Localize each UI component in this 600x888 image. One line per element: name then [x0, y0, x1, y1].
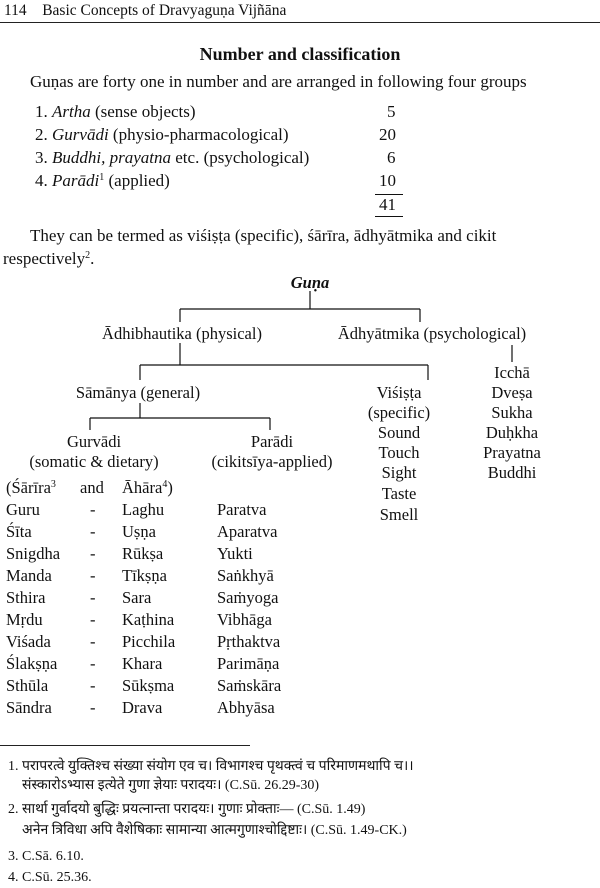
- footnote-2-cont: अनेन त्रिविधा अपि वैशेषिकाः सामान्या आत्मगुणाश्चोद्दिष्टाः। (C.Sū. 1.49-CK.): [22, 823, 407, 838]
- sense-item: Smell: [379, 505, 419, 524]
- section-title: Number and classification: [199, 44, 401, 64]
- footnote-2: 2. सार्था गुर्वादयो बुद्धिः प्रयत्नान्ता परादयः। गुणाः प्रोक्ताः— (C.Sū. 1.49): [8, 802, 366, 817]
- psych-item: Buddhi: [487, 463, 537, 482]
- node-gurvadi-sub: (somatic & dietary): [29, 452, 159, 471]
- psych-item: Sukha: [491, 403, 533, 422]
- paradi-item: Yukti: [217, 544, 253, 563]
- ahara-cell: Khara: [122, 654, 163, 673]
- paradi-item: Aparatva: [217, 522, 278, 541]
- group-count-1: 5: [387, 102, 396, 121]
- sarira-cell: Ślakṣṇa: [6, 654, 58, 673]
- paradi-item: Saṁskāra: [217, 676, 282, 695]
- sarira-cell: Sāndra: [6, 698, 52, 717]
- group-item-4: 4. Parādi$^1$ (applied): [35, 171, 170, 190]
- ahara-cell: Sūkṣma: [122, 676, 175, 695]
- dash-cell: -: [90, 522, 96, 541]
- sarira-cell: Śīta: [6, 522, 32, 541]
- sarira-cell: Snigdha: [6, 544, 61, 563]
- paragraph-line-1: They can be termed as viśiṣṭa (specific), śārīra, ādhyātmika and cikit: [30, 226, 497, 245]
- dash-cell: -: [90, 544, 96, 563]
- node-paradi-sub: (cikitsīya-applied): [211, 452, 333, 471]
- dash-cell: -: [90, 654, 96, 673]
- ahara-cell: Drava: [122, 698, 163, 717]
- group-count-3: 6: [387, 148, 396, 167]
- node-samanya: Sāmānya (general): [75, 383, 201, 402]
- paradi-item: Abhyāsa: [217, 698, 275, 717]
- col-header-ahara: Āhāra$^4$): [122, 478, 173, 497]
- node-paradi: Parādi: [250, 432, 294, 451]
- node-gurvadi: Gurvādi: [66, 432, 122, 451]
- sarira-cell: Sthira: [6, 588, 46, 607]
- node-adhyatmika: Ādhyātmika (psychological): [337, 324, 527, 343]
- paradi-item: Vibhāga: [217, 610, 272, 629]
- ahara-cell: Rūkṣa: [122, 544, 164, 563]
- group-item-1: 1. Artha (sense objects): [35, 102, 196, 121]
- sarira-cell: Viśada: [6, 632, 51, 651]
- footnote-4: 4. C.Sū. 25.36.: [8, 870, 92, 885]
- dash-cell: -: [90, 676, 96, 695]
- node-adhibhautika: Ādhibhautika (physical): [102, 324, 262, 343]
- running-title: Basic Concepts of Dravyaguṇa Vijñāna: [42, 2, 287, 19]
- ahara-cell: Tīkṣṇa: [122, 566, 167, 585]
- sarira-cell: Mṛdu: [6, 610, 43, 629]
- col-header-sarira: (Śārīra$^3$: [6, 478, 56, 497]
- sarira-cell: Sthūla: [6, 676, 49, 695]
- group-count-2: 20: [379, 125, 396, 144]
- footnote-1-cont: संस्कारोऽभ्यास इत्येते गुणा ज्ञेयाः परादयः। (C.Sū. 26.29-30): [22, 778, 320, 793]
- ahara-cell: Kaṭhina: [122, 610, 175, 629]
- paradi-item: Saṅkhyā: [217, 566, 274, 585]
- sense-item: Touch: [378, 443, 420, 462]
- sarira-cell: Manda: [6, 566, 52, 585]
- group-count-4: 10: [379, 171, 396, 190]
- paradi-item: Paratva: [217, 500, 267, 519]
- paradi-item: Pṛthaktva: [217, 632, 281, 651]
- dash-cell: -: [90, 610, 96, 629]
- group-item-2: 2. Gurvādi (physio-pharmacological): [35, 125, 289, 144]
- footnote-rule: [0, 745, 250, 746]
- footnote-3: 3. C.Sā. 6.10.: [8, 849, 84, 864]
- page-number: 114: [4, 2, 27, 19]
- paradi-item: Saṁyoga: [217, 588, 279, 607]
- ahara-cell: Picchila: [122, 632, 176, 651]
- tree-root-guna: Guṇa: [290, 273, 330, 292]
- sense-item: Taste: [381, 484, 417, 503]
- visista-label: Viśiṣṭa: [376, 383, 422, 402]
- group-total: 41: [379, 195, 396, 214]
- dash-cell: -: [90, 566, 96, 585]
- paragraph-line-2: respectively$^2$.: [3, 249, 95, 268]
- col-header-and: and: [80, 478, 104, 497]
- group-item-3: 3. Buddhi, prayatna etc. (psychological): [35, 148, 310, 167]
- psych-item: Prayatna: [483, 443, 541, 462]
- paradi-item: Parimāṇa: [217, 654, 280, 673]
- dash-cell: -: [90, 500, 96, 519]
- ahara-cell: Sara: [122, 588, 152, 607]
- footnote-1: 1. परापरत्वे युक्तिश्च संख्या संयोग एव च। विभागश्च पृथक्त्वं च परिमाणमथापि च।।: [8, 759, 414, 774]
- psych-item: Dveṣa: [491, 383, 533, 402]
- sarira-cell: Guru: [6, 500, 40, 519]
- intro-text: Guṇas are forty one in number and are arranged in following four groups: [30, 72, 527, 91]
- dash-cell: -: [90, 588, 96, 607]
- dash-cell: -: [90, 698, 96, 717]
- sense-item: Sound: [377, 423, 421, 442]
- visista-sub: (specific): [367, 403, 431, 422]
- dash-cell: -: [90, 632, 96, 651]
- psych-item: Icchā: [494, 363, 530, 382]
- ahara-cell: Laghu: [122, 500, 165, 519]
- ahara-cell: Uṣṇa: [122, 522, 156, 541]
- psych-item: Duḥkha: [485, 423, 539, 442]
- sense-item: Sight: [381, 463, 417, 482]
